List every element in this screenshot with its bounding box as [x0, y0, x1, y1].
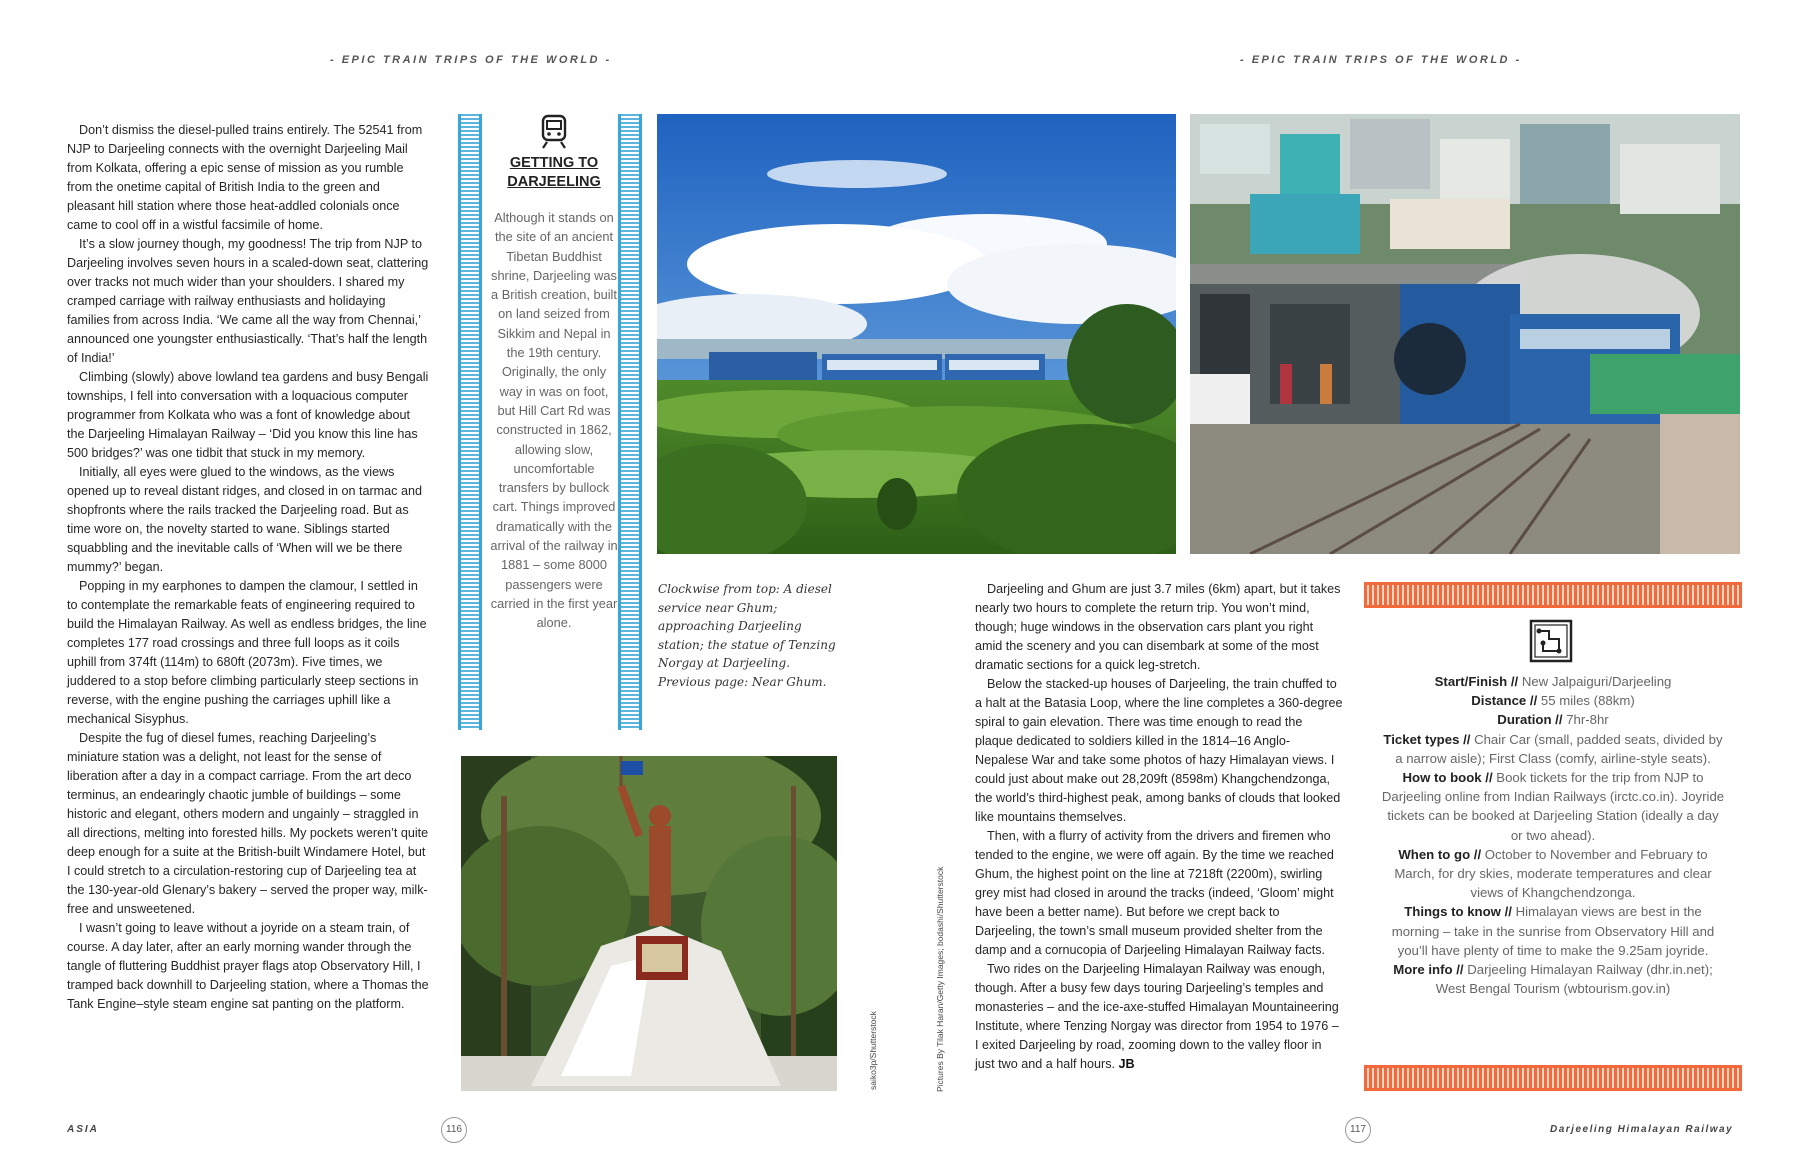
paragraph: Then, with a flurry of activity from the drivers and firemen who tended to the engine, we were off again. By the time we reached Ghum, the highest point on the line at 7218ft (2200m), swirling grey mist had closed in around the tracks (indeed, ‘Gloom’ might have been a better name). But before we crept back to Darjeeling, the town’s small museum provided shelter from the damp and a cornucopia of Darjeeling Himalayan Railway facts.: [975, 829, 1334, 957]
paragraph: Popping in my earphones to dampen the clamour, I settled in to contemplate the remarkable feats of engineering required to build the Himalayan Railway. As well as endless bridges, the line completes 177 road crossings and three full loops as it coils uphill from 374ft (114m) to 680ft (2073m). Five times, we juddered to a stop before climbing particularly steep sections in reverse, with the engine pushing the carriages uphill like a mechanical Sisyphus.: [67, 579, 427, 726]
author-signoff: JB: [1118, 1057, 1135, 1071]
sidebar-rail-right: [618, 114, 642, 730]
paragraph: Climbing (slowly) above lowland tea gardens and busy Bengali townships, I fell into conversation with a loquacious computer programmer from Kolkata who was a font of knowledge about the Darjeeling Himalayan Railway – ‘Did you know this line has 500 bridges?’ was one tidbit that stuck in my memory.: [67, 370, 429, 460]
route-map-icon: [1529, 619, 1573, 663]
photo-caption: Clockwise from top: A diesel service near Ghum; approaching Darjeeling station; the statue of Tenzing Norgay at Darjeeling. Previous page: Near Ghum.: [658, 582, 836, 689]
paragraph: Below the stacked-up houses of Darjeeling, the train chuffed to a halt at the Batasia Loop, where the line completes a 360-degree spiral to gain elevation. There was time enough to read the plaque dedicated to soldiers killed in the 1814–16 Anglo-Nepalese War and take some photos of hazy Himalayan views. I could just about make out 28,209ft (8598m) Khangchendzonga, the world’s third-highest peak, among banks of clouds that looked like mountains themselves.: [975, 677, 1343, 824]
paragraph: Darjeeling and Ghum are just 3.7 miles (6km) apart, but it takes nearly two hours to complete the return trip. You won’t mind, though; huge windows in the observation cars plant you right amid the scenery and you can disembark at some of the most dramatic sections for a quick leg-stretch.: [975, 582, 1341, 672]
train-icon: [538, 114, 570, 150]
footer-region: ASIA: [67, 1124, 99, 1135]
photo-credit-right: Pictures By Tilak Haran/Getty Images; bodashi/Shutterstock: [935, 866, 945, 1092]
facts-box: [1380, 672, 1726, 998]
page-number-left: 116: [441, 1117, 467, 1143]
fact-ticket-types: Ticket types // Chair Car (small, padded seats, divided by a narrow aisle); First Class (comfy, airline-style seats).: [1383, 731, 1723, 766]
fact-how-to-book: How to book // Book tickets for the trip from NJP to Darjeeling online from Indian Railways (irctc.co.in). Joyride tickets can be booked at Darjeeling Station (ideally a day or two ahead).: [1381, 770, 1725, 843]
sidebar-text: Although it stands on the site of an ancient Tibetan Buddhist shrine, Darjeeling was a British creation, built on land seized from Sikkim and Nepal in the 19th century. Originally, the only way in was on foot, but Hill Cart Rd was constructed in 1862, allowing slow, uncomfortable transfers by bullock cart. Things improved dramatically with the arrival of the railway in 1881 – some 8000 passengers were carried in the first year alone.: [490, 210, 618, 631]
left-body-column: [67, 121, 430, 1014]
paragraph: Initially, all eyes were glued to the windows, as the views opened up to reveal distant ridges, and closed in on tarmac and shopfronts where the rails tracked the Darjeeling road. But as time wore on, the novelty started to wane. Siblings started squabbling and the inevitable calls of ‘When will we be there mummy?’ began.: [67, 465, 422, 574]
running-head-right: - EPIC TRAIN TRIPS OF THE WORLD -: [1240, 54, 1522, 66]
getting-to-sidebar: [490, 114, 618, 633]
fact-start-finish: Start/Finish // New Jalpaiguri/Darjeeling: [1434, 674, 1672, 689]
facts-band-top: [1364, 582, 1742, 608]
sidebar-rail-left: [458, 114, 482, 730]
paragraph: Despite the fug of diesel fumes, reaching Darjeeling’s miniature station was a delight, not least for the sense of liberation after a day in a compact carriage. From the art deco terminus, an endearingly chaotic jumble of buildings – some historic and elegant, others modern and ungainly – straggled in all directions, melting into forested hills. My pockets weren’t quite deep enough for a suite at the British-built Windamere Hotel, but I could stretch to a circulation-restoring cup of Darjeeling tea at the 130-year-old Glenary’s bakery – served the proper way, milk-free and unsweetened.: [67, 731, 429, 916]
paragraph: Two rides on the Darjeeling Himalayan Railway was enough, though. After a busy few days touring Darjeeling’s temples and monasteries – and the ice-axe-stuffed Himalayan Mountaineering Institute, where Tenzing Norgay was director from 1954 to 1976 – I exited Darjeeling by road, zooming down to the valley floor in just two and a half hours. JB: [975, 962, 1339, 1071]
photo-darjeeling-station-steam-train: [1190, 114, 1740, 554]
paragraph: It’s a slow journey though, my goodness! The trip from NJP to Darjeeling involves seven hours in a scaled-down seat, clattering over tracks not much wider than your shoulders. I shared my cramped carriage with railway enthusiasts and holidaying families from across India. ‘We came all the way from Chennai,’ announced one youngster enthusiastically. ‘That’s half the length of India!’: [67, 237, 429, 365]
fact-more-info: More info // Darjeeling Himalayan Railway (dhr.in.net); West Bengal Tourism (wbtourism.gov.in): [1393, 962, 1713, 997]
fact-distance: Distance // 55 miles (88km): [1471, 693, 1635, 709]
page-number-right: 117: [1345, 1117, 1371, 1143]
facts-band-bottom: [1364, 1065, 1742, 1091]
fact-duration: Duration // 7hr-8hr: [1497, 712, 1609, 728]
paragraph: I wasn’t going to leave without a joyride on a steam train, of course. A day later, after an early morning wander through the tangle of fluttering Buddhist prayer flags atop Observatory Hill, I tramped back downhill to Darjeeling station, where a Thomas the Tank Engine–style steam engine sat panting on the platform.: [67, 921, 429, 1011]
right-body-column: [975, 580, 1343, 1074]
photo-diesel-train-near-ghum: [657, 114, 1176, 554]
paragraph: Don’t dismiss the diesel-pulled trains entirely. The 52541 from NJP to Darjeeling connects with the overnight Darjeeling Mail from Kolkata, offering a epic sense of mission as you rumble from the onetime capital of British India to the green and pleasant hill station where those heat-addled colonials once came to cool off in a wistful facsimile of home.: [67, 123, 423, 232]
footer-title: Darjeeling Himalayan Railway: [1550, 1124, 1734, 1135]
photo-credit-statue: saiko3p/Shutterstock: [868, 1011, 878, 1090]
photo-tenzing-norgay-statue: [461, 756, 837, 1091]
sidebar-title: GETTING TO DARJEELING: [507, 155, 601, 190]
running-head-left: - EPIC TRAIN TRIPS OF THE WORLD -: [330, 54, 612, 66]
fact-when-to-go: When to go // October to November and February to March, for dry skies, moderate temperatures and clear views of Khangchendzonga.: [1394, 846, 1712, 901]
fact-things-to-know: Things to know // Himalayan views are best in the morning – take in the sunrise from Observatory Hill and you’ll have plenty of time to make the 9.25am joyride.: [1391, 904, 1715, 958]
